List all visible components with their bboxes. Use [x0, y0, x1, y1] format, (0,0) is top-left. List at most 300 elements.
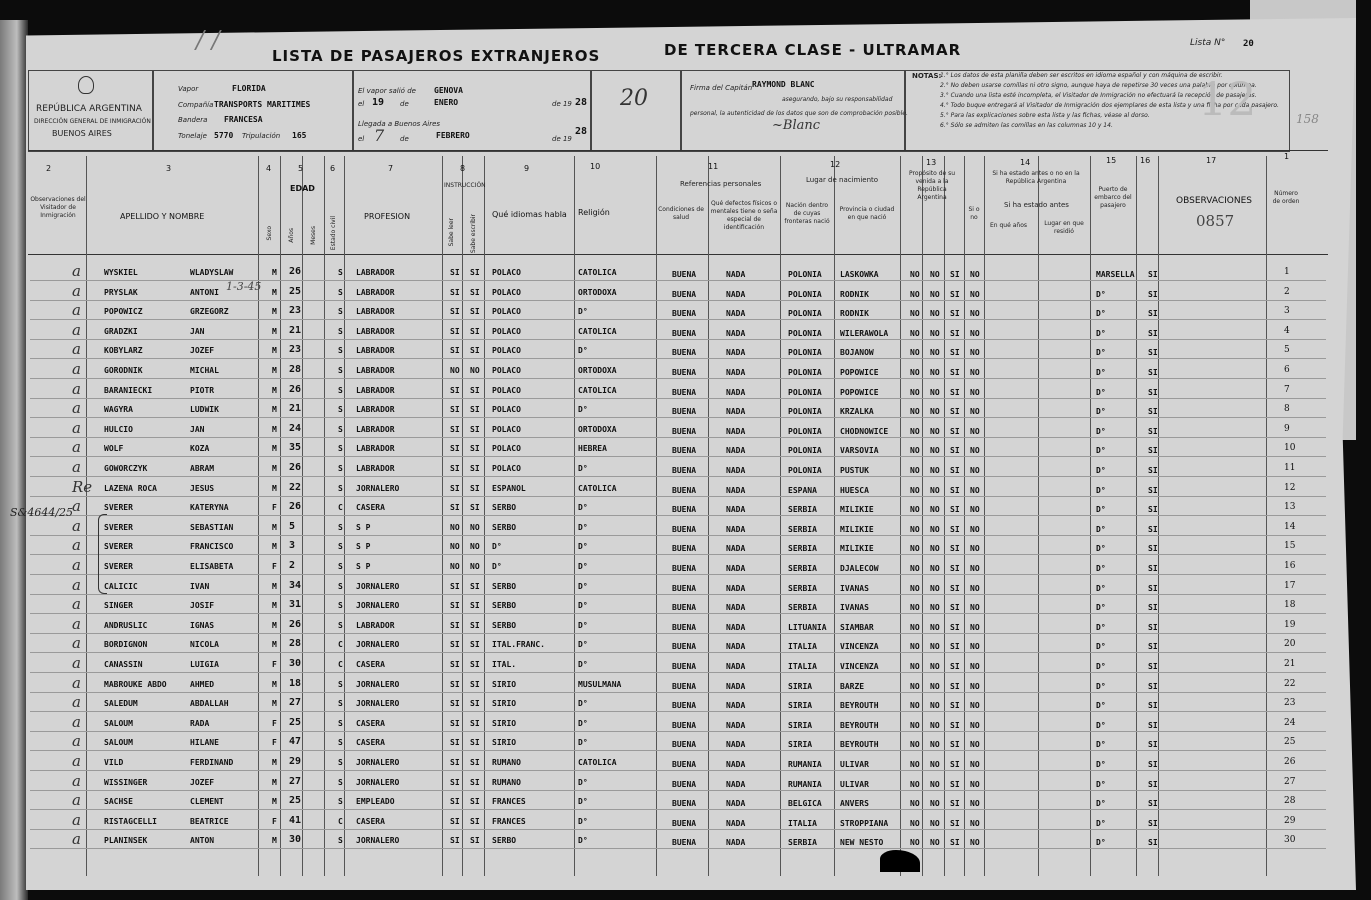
- visitor-mark: a: [72, 497, 81, 516]
- cell-defectos: NADA: [726, 681, 746, 691]
- cell-profesion: LABRADOR: [356, 287, 395, 297]
- cell-religion: CATOLICA: [578, 385, 617, 395]
- cell-c16: SI: [1148, 642, 1158, 652]
- salio-anio-label: de 19: [552, 100, 572, 108]
- col-provincia: Provincia o ciudad en que nació: [839, 206, 895, 221]
- cell-orden: 29: [1284, 815, 1296, 826]
- cell-puerto: D°: [1096, 485, 1106, 495]
- cell-ciudad: WILERAWOLA: [840, 328, 889, 338]
- cell-estado: S: [338, 797, 343, 807]
- row-rule: [30, 476, 1326, 477]
- cell-nombre: FERDINAND: [190, 758, 234, 767]
- cell-estado: S: [338, 738, 343, 748]
- cell-apellido: MABROUKE ABDO: [104, 679, 167, 689]
- bandera-value: FRANCESA: [224, 115, 263, 124]
- cell-p1: NO: [910, 407, 920, 417]
- title-left: LISTA DE PASAJEROS EXTRANJEROS: [272, 47, 601, 65]
- cell-ciudad: KRZALKA: [840, 407, 874, 417]
- cell-p2: NO: [930, 564, 940, 573]
- number-box: [590, 70, 682, 152]
- cell-salud: BUENA: [672, 387, 697, 397]
- row-rule: [30, 790, 1326, 791]
- cell-estuvo: NO: [970, 603, 980, 613]
- cell-p1: NO: [910, 760, 920, 769]
- cell-apellido: POPOWICZ: [104, 307, 143, 317]
- cell-p1: NO: [910, 701, 920, 711]
- cell-edad: 2: [289, 560, 296, 571]
- cell-estado: S: [338, 326, 343, 336]
- cell-lee: SI: [450, 326, 460, 336]
- cell-estado: S: [338, 405, 343, 415]
- cell-ciudad: MILIKIE: [840, 505, 874, 515]
- cell-sexo: M: [272, 464, 277, 473]
- cell-p1: NO: [910, 505, 920, 515]
- cell-religion: D°: [578, 797, 588, 807]
- cell-p1: NO: [910, 583, 920, 593]
- cell-estuvo: NO: [970, 270, 980, 279]
- cell-idioma: FRANCES: [492, 816, 526, 826]
- col-edad: EDAD: [290, 184, 315, 193]
- cell-p1: NO: [910, 289, 920, 299]
- cell-edad: 30: [289, 834, 302, 846]
- cell-apellido: PLANINSEK: [104, 836, 148, 846]
- cell-profesion: LABRADOR: [356, 464, 395, 473]
- cell-sexo: M: [272, 366, 277, 375]
- cell-lee: SI: [450, 758, 460, 767]
- cell-defectos: NADA: [726, 760, 746, 769]
- col-nacion: Nación dentro de cuyas fronteras nació: [784, 202, 830, 225]
- cell-sexo: M: [272, 758, 277, 767]
- stamp-number: 12: [1198, 72, 1257, 126]
- cell-nombre: JAN: [190, 424, 205, 434]
- cell-p1: NO: [910, 524, 920, 534]
- cell-edad: 30: [289, 658, 302, 669]
- cell-nombre: JOZEF: [190, 777, 215, 787]
- cell-profesion: LABRADOR: [356, 385, 395, 395]
- cell-p3: SI: [950, 642, 960, 652]
- cell-p1: NO: [910, 603, 920, 613]
- compania-label: Compañía: [178, 101, 214, 109]
- cell-p2: NO: [930, 583, 940, 593]
- cell-profesion: LABRADOR: [356, 346, 395, 356]
- cell-salud: BUENA: [672, 544, 697, 554]
- cell-defectos: NADA: [726, 289, 746, 299]
- visitor-mark: a: [72, 693, 81, 712]
- cell-religion: CATOLICA: [578, 268, 617, 277]
- cell-salud: BUENA: [672, 328, 697, 338]
- cell-lee: SI: [450, 346, 460, 356]
- cell-apellido: SALOUM: [104, 738, 133, 748]
- cell-p3: SI: [950, 328, 960, 338]
- cell-escribe: SI: [470, 679, 480, 689]
- cell-idioma: SERBO: [492, 836, 517, 846]
- visitor-mark: a: [72, 458, 81, 476]
- cell-ciudad: MILIKIE: [840, 544, 874, 554]
- cell-lee: SI: [450, 385, 460, 395]
- cell-p3: SI: [950, 701, 960, 711]
- cell-edad: 21: [289, 324, 302, 336]
- cell-estuvo: NO: [970, 838, 980, 848]
- cell-ciudad: LASKOWKA: [840, 270, 879, 279]
- cell-p2: NO: [930, 466, 940, 475]
- cell-apellido: SALOUM: [104, 718, 133, 728]
- visitor-mark: a: [72, 340, 81, 359]
- cell-nacion: LITUANIA: [788, 622, 827, 632]
- row-rule: [30, 829, 1326, 830]
- cell-salud: BUENA: [672, 642, 697, 652]
- cell-p3: SI: [950, 426, 960, 436]
- cell-profesion: JORNALERO: [356, 601, 400, 611]
- cell-p1: NO: [910, 387, 920, 397]
- cell-puerto: D°: [1096, 426, 1106, 436]
- row-rule: [30, 770, 1326, 771]
- cell-lee: SI: [450, 601, 460, 611]
- cell-lee: SI: [450, 503, 460, 513]
- cell-salud: BUENA: [672, 818, 697, 828]
- cell-nacion: BELGICA: [788, 799, 822, 809]
- salio-de-label: de: [400, 100, 409, 108]
- cell-nombre: IGNAS: [190, 620, 215, 630]
- cell-estuvo: NO: [970, 466, 980, 475]
- cell-estuvo: NO: [970, 289, 980, 299]
- col-proposito: Propósito de su venida a la República Argentina: [908, 170, 956, 201]
- colnum-1: 1: [1284, 152, 1290, 161]
- colnum-14: 14: [1020, 158, 1031, 167]
- cell-p3: SI: [950, 544, 960, 554]
- cell-defectos: NADA: [726, 564, 746, 573]
- cell-ciudad: BEYROUTH: [840, 740, 879, 750]
- cell-p3: SI: [950, 583, 960, 593]
- cell-orden: 28: [1284, 796, 1296, 807]
- argentina-seal: [78, 76, 94, 94]
- capitan-text-2: personal, la autenticidad de los datos que son de comprobación posible.: [690, 110, 908, 117]
- cell-apellido: GRADZKI: [104, 326, 138, 336]
- cell-orden: 10: [1284, 443, 1296, 454]
- cell-ciudad: VINCENZA: [840, 642, 879, 652]
- cell-ciudad: POPOWICE: [840, 368, 879, 377]
- visitor-mark: a: [72, 379, 81, 398]
- visitor-mark: a: [72, 536, 81, 555]
- cell-escribe: SI: [470, 797, 480, 807]
- cell-estado: S: [338, 385, 343, 395]
- cell-apellido: WOLF: [104, 444, 124, 454]
- cell-p2: NO: [930, 544, 940, 554]
- cell-orden: 2: [1284, 286, 1290, 297]
- cell-idioma: SERBO: [492, 620, 517, 630]
- cell-defectos: NADA: [726, 779, 746, 789]
- row-rule: [30, 398, 1326, 399]
- col-meses: Meses: [310, 226, 317, 245]
- cell-estuvo: NO: [970, 328, 980, 338]
- cell-sexo: M: [272, 581, 277, 591]
- cell-ciudad: ANVERS: [840, 799, 869, 809]
- cell-nacion: SERBIA: [788, 505, 817, 515]
- cell-nacion: POLONIA: [788, 309, 822, 319]
- row-rule: [30, 848, 1326, 849]
- row-rule: [30, 633, 1326, 634]
- cell-apellido: SVERER: [104, 562, 133, 571]
- cell-profesion: JORNALERO: [356, 836, 400, 846]
- cell-apellido: KOBYLARZ: [104, 346, 143, 356]
- cell-nombre: JOSIF: [190, 601, 215, 611]
- visitor-mark: a: [72, 712, 81, 731]
- cell-c16: SI: [1148, 740, 1158, 750]
- colnum-10: 10: [590, 162, 601, 171]
- cell-estado: C: [338, 640, 343, 650]
- cell-ciudad: STROPPIANA: [840, 818, 889, 828]
- visitor-mark: a: [72, 752, 81, 770]
- cell-lee: SI: [450, 405, 460, 415]
- colnum-9: 9: [524, 164, 530, 173]
- cell-p2: NO: [930, 309, 940, 319]
- cell-idioma: POLACO: [492, 307, 521, 317]
- cell-p2: NO: [930, 407, 940, 417]
- cell-religion: ORTODOXA: [578, 287, 617, 297]
- cell-c16: SI: [1148, 720, 1158, 730]
- cell-p1: NO: [910, 564, 920, 573]
- cell-p2: NO: [930, 505, 940, 515]
- cell-lee: SI: [450, 836, 460, 846]
- cell-defectos: NADA: [726, 662, 746, 671]
- cell-apellido: WISSINGER: [104, 777, 148, 787]
- cell-estuvo: NO: [970, 348, 980, 358]
- cell-nacion: SERBIA: [788, 603, 817, 613]
- cell-defectos: NADA: [726, 524, 746, 534]
- cell-puerto: D°: [1096, 328, 1106, 338]
- cell-nombre: ELISABETA: [190, 562, 234, 571]
- cell-puerto: D°: [1096, 446, 1106, 456]
- cell-lee: SI: [450, 464, 460, 473]
- cell-nombre: PIOTR: [190, 385, 215, 395]
- cell-apellido: LAZENA ROCA: [104, 483, 157, 493]
- visitor-mark: a: [72, 732, 81, 751]
- cell-c16: SI: [1148, 701, 1158, 711]
- cell-estado: S: [338, 366, 343, 375]
- cell-edad: 18: [289, 677, 302, 689]
- cell-nacion: POLONIA: [788, 407, 822, 417]
- cell-orden: 27: [1284, 776, 1296, 787]
- cell-estuvo: NO: [970, 818, 980, 828]
- cell-escribe: SI: [470, 483, 480, 493]
- cell-puerto: MARSELLA: [1096, 270, 1135, 279]
- lista-value: 20: [1243, 39, 1254, 49]
- cell-defectos: NADA: [726, 348, 746, 358]
- cell-apellido: GOWORCZYK: [104, 464, 148, 473]
- cell-religion: D°: [578, 307, 588, 317]
- cell-orden: 26: [1284, 757, 1296, 767]
- cell-apellido: BARANIECKI: [104, 385, 153, 395]
- cell-escribe: SI: [470, 326, 480, 336]
- cell-estuvo: NO: [970, 720, 980, 730]
- cell-defectos: NADA: [726, 740, 746, 750]
- cell-puerto: D°: [1096, 387, 1106, 397]
- cell-ciudad: BOJANOW: [840, 348, 874, 358]
- row-rule: [30, 613, 1326, 614]
- cell-escribe: NO: [470, 522, 480, 532]
- office-line-2: DIRECCIÓN GENERAL DE INMIGRACIÓN: [34, 118, 151, 125]
- cell-c16: SI: [1148, 387, 1158, 397]
- cell-c16: SI: [1148, 485, 1158, 495]
- cell-nombre: JESUS: [190, 483, 215, 493]
- cell-p3: SI: [950, 524, 960, 534]
- cell-nombre: IVAN: [190, 581, 210, 591]
- cell-sexo: F: [272, 718, 277, 728]
- cell-nacion: POLONIA: [788, 426, 822, 436]
- cell-salud: BUENA: [672, 289, 697, 299]
- cell-idioma: SERBO: [492, 601, 517, 611]
- cell-nacion: SERBIA: [788, 583, 817, 593]
- cell-edad: 27: [289, 775, 302, 787]
- cell-defectos: NADA: [726, 701, 746, 711]
- visitor-mark: a: [72, 810, 81, 829]
- col-lugar-nac: Lugar de nacimiento: [806, 176, 879, 184]
- cell-profesion: CASERA: [356, 816, 385, 826]
- col-profesion: PROFESION: [364, 212, 411, 221]
- colnum-5: 5: [298, 164, 304, 173]
- corner-scribble: / /: [196, 26, 220, 54]
- cell-p3: SI: [950, 760, 960, 769]
- cell-ciudad: POPOWICE: [840, 387, 879, 397]
- cell-salud: BUENA: [672, 662, 697, 671]
- cell-puerto: D°: [1096, 838, 1106, 848]
- cell-escribe: NO: [470, 366, 480, 375]
- cell-puerto: D°: [1096, 779, 1106, 789]
- cell-edad: 29: [289, 756, 302, 767]
- cell-orden: 6: [1284, 365, 1290, 375]
- cell-ciudad: IVANAS: [840, 603, 869, 613]
- cell-religion: D°: [578, 464, 588, 473]
- cell-estuvo: NO: [970, 309, 980, 319]
- cell-profesion: JORNALERO: [356, 679, 400, 689]
- cell-estado: S: [338, 718, 343, 728]
- cell-p3: SI: [950, 407, 960, 417]
- cell-edad: 26: [289, 383, 302, 395]
- cell-p3: SI: [950, 485, 960, 495]
- cell-religion: D°: [578, 718, 588, 728]
- cell-edad: 28: [289, 638, 302, 650]
- cell-nacion: SERBIA: [788, 544, 817, 554]
- cell-idioma: POLACO: [492, 268, 521, 277]
- cell-defectos: NADA: [726, 799, 746, 809]
- cell-p1: NO: [910, 270, 920, 279]
- cell-p2: NO: [930, 387, 940, 397]
- cell-idioma: POLACO: [492, 464, 521, 473]
- cell-sexo: M: [272, 797, 277, 807]
- cell-puerto: D°: [1096, 642, 1106, 652]
- cell-estado: S: [338, 287, 343, 297]
- cell-nombre: RADA: [190, 718, 210, 728]
- cell-ciudad: DJALECOW: [840, 564, 879, 573]
- cell-orden: 22: [1284, 678, 1296, 689]
- cell-estado: S: [338, 542, 343, 552]
- cell-puerto: D°: [1096, 701, 1106, 711]
- cell-escribe: SI: [470, 718, 480, 728]
- cell-salud: BUENA: [672, 583, 697, 593]
- cell-escribe: SI: [470, 620, 480, 630]
- cell-profesion: EMPLEADO: [356, 797, 395, 807]
- cell-nombre: NICOLA: [190, 640, 219, 650]
- cell-religion: D°: [578, 581, 588, 591]
- cell-salud: BUENA: [672, 681, 697, 691]
- cell-religion: D°: [578, 699, 588, 709]
- cell-religion: D°: [578, 503, 588, 513]
- row-rule: [30, 358, 1326, 359]
- cell-salud: BUENA: [672, 446, 697, 456]
- cell-apellido: WAGYRA: [104, 405, 133, 415]
- cell-escribe: SI: [470, 640, 480, 650]
- cell-p1: NO: [910, 818, 920, 828]
- cell-sexo: M: [272, 620, 277, 630]
- cell-sexo: F: [272, 562, 277, 571]
- cell-idioma: POLACO: [492, 326, 521, 336]
- cell-orden: 7: [1284, 384, 1290, 395]
- col-defectos: Qué defectos físicos o mentales tiene o seña especial de identificación: [710, 200, 778, 231]
- cell-edad: 34: [289, 579, 302, 591]
- tripulacion-label: Tripulación: [242, 132, 281, 140]
- cell-idioma: SIRIO: [492, 718, 517, 728]
- family-bracket: [98, 514, 107, 594]
- cell-idioma: POLACO: [492, 424, 521, 434]
- cell-nombre: LUDWIK: [190, 405, 219, 415]
- colnum-17: 17: [1206, 156, 1217, 165]
- col-sexo: Sexo: [266, 226, 273, 241]
- cell-nacion: POLONIA: [788, 270, 822, 279]
- cell-p2: NO: [930, 485, 940, 495]
- cell-c16: SI: [1148, 681, 1158, 691]
- cell-nombre: SEBASTIAN: [190, 522, 234, 532]
- cell-puerto: D°: [1096, 466, 1106, 475]
- cell-ciudad: VARSOVIA: [840, 446, 879, 456]
- col-religion: Religión: [578, 208, 610, 217]
- cell-edad: 23: [289, 305, 302, 317]
- cell-nacion: POLONIA: [788, 289, 822, 299]
- cell-nombre: ANTONI: [190, 287, 219, 297]
- cell-defectos: NADA: [726, 838, 746, 848]
- cell-estado: S: [338, 581, 343, 591]
- cell-religion: D°: [578, 542, 588, 552]
- visitor-mark: a: [72, 438, 81, 457]
- nota-5: 5.° Para las explicaciones sobre esta lista y las fichas, véase al dorso.: [940, 112, 1150, 119]
- cell-salud: BUENA: [672, 270, 697, 279]
- cell-nacion: POLONIA: [788, 446, 822, 456]
- cell-lee: SI: [450, 738, 460, 748]
- visitor-mark: a: [72, 281, 81, 300]
- col-apellido: APELLIDO Y NOMBRE: [120, 212, 205, 221]
- salio-dia: 19: [372, 97, 385, 108]
- cell-c16: SI: [1148, 466, 1158, 475]
- cell-nombre: BEATRICE: [190, 816, 229, 826]
- cell-nacion: ITALIA: [788, 642, 817, 652]
- cell-ciudad: NEW NESTO: [840, 838, 884, 848]
- col-observ-visitador: Observaciones del Visitador de Inmigración: [30, 196, 86, 219]
- cell-ciudad: RODNIK: [840, 289, 869, 299]
- cell-lee: SI: [450, 797, 460, 807]
- cell-sexo: M: [272, 777, 277, 787]
- cell-profesion: S P: [356, 522, 371, 532]
- cell-p1: NO: [910, 779, 920, 789]
- cell-idioma: SERBO: [492, 581, 517, 591]
- cell-religion: CATOLICA: [578, 758, 617, 767]
- cell-idioma: ESPANOL: [492, 483, 526, 493]
- cell-estuvo: NO: [970, 407, 980, 417]
- cell-escribe: NO: [470, 542, 480, 552]
- cell-p1: NO: [910, 662, 920, 671]
- cell-religion: D°: [578, 562, 588, 571]
- cell-p1: NO: [910, 446, 920, 456]
- cell-p2: NO: [930, 622, 940, 632]
- colnum-16: 16: [1140, 156, 1151, 165]
- cell-lee: NO: [450, 366, 460, 375]
